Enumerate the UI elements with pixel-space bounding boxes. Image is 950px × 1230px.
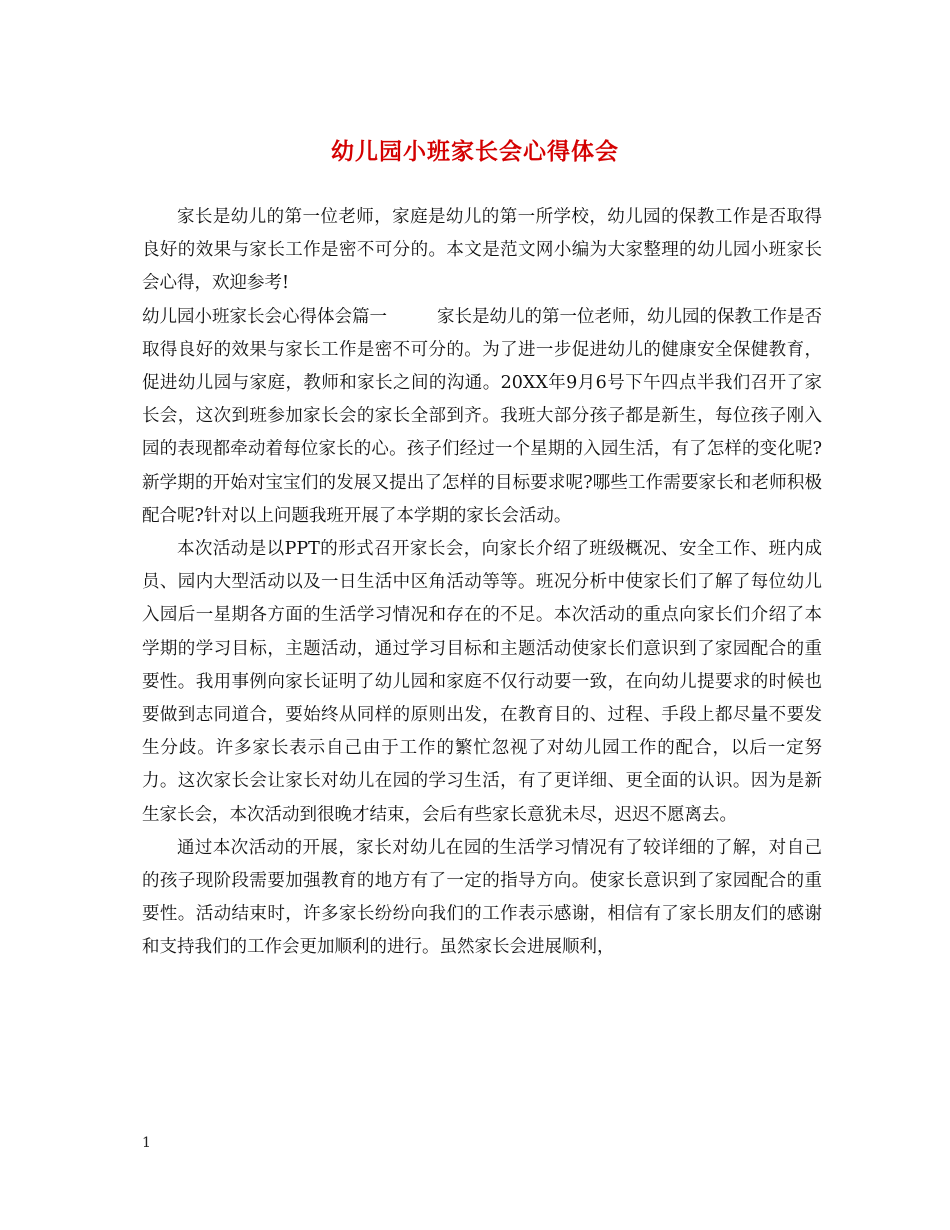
page-number: 1 bbox=[142, 1135, 151, 1151]
body-paragraph-3: 通过本次活动的开展，家长对幼儿在园的生活学习情况有了较详细的了解，对自己的孩子现阶段需要加强教育的地方有了一定的指导方向。使家长意识到了家园配合的重要性。活动结束时，许多家长纷纷向我们的工作表示感谢，相信有了家长朋友们的感谢和支持我们的工作会更加顺利的进行。虽然家长会进展顺利， bbox=[142, 837, 822, 958]
document-title: 幼儿园小班家长会心得体会 bbox=[331, 138, 619, 165]
section-first-paragraph: 家长是幼儿的第一位老师，幼儿园的保教工作是否取得良好的效果与家长工作是密不可分的。为了进一步促进幼儿的健康安全保健教育，促进幼儿园与家庭，教师和家长之间的沟通。20XX年9月6号下午四点半我们召开了家长会，这次到班参加家长会的家长全部到齐。我班大部分孩子都是新生，每位孩子刚入园的表现都牵动着每位家长的心。孩子们经过一个星期的入园生活，有了怎样的变化呢?新学期的开始对宝宝们的发展又提出了怎样的目标要求呢?哪些工作需要家长和老师积极配合呢?针对以上问题我班开展了本学期的家长会活动。 bbox=[142, 306, 822, 526]
section-paragraph bbox=[142, 301, 822, 533]
body-paragraph-2: 本次活动是以PPT的形式召开家长会，向家长介绍了班级概况、安全工作、班内成员、园内大型活动以及一日生活中区角活动等等。班况分析中使家长们了解了每位幼儿入园后一星期各方面的生活学习情况和存在的不足。本次活动的重点向家长们介绍了本学期的学习目标，主题活动，通过学习目标和主题活动使家长们意识到了家园配合的重要性。我用事例向家长证明了幼儿园和家庭不仅行动要一致，在向幼儿提要求的时候也要做到志同道合，要始终从同样的原则出发，在教育目的、过程、手段上都尽量不要发生分歧。许多家长表示自己由于工作的繁忙忽视了对幼儿园工作的配合，以后一定努力。这次家长会让家长对幼儿在园的学习生活，有了更详细、更全面的认识。因为是新生家长会，本次活动到很晚才结束，会后有些家长意犹未尽，迟迟不愿离去。 bbox=[142, 539, 822, 825]
document-body bbox=[142, 201, 822, 965]
intro-paragraph: 家长是幼儿的第一位老师，家庭是幼儿的第一所学校，幼儿园的保教工作是否取得良好的效果与家长工作是密不可分的。本文是范文网小编为大家整理的幼儿园小班家长会心得，欢迎参考! bbox=[142, 207, 822, 294]
section-heading: 幼儿园小班家长会心得体会篇一 bbox=[142, 306, 387, 327]
